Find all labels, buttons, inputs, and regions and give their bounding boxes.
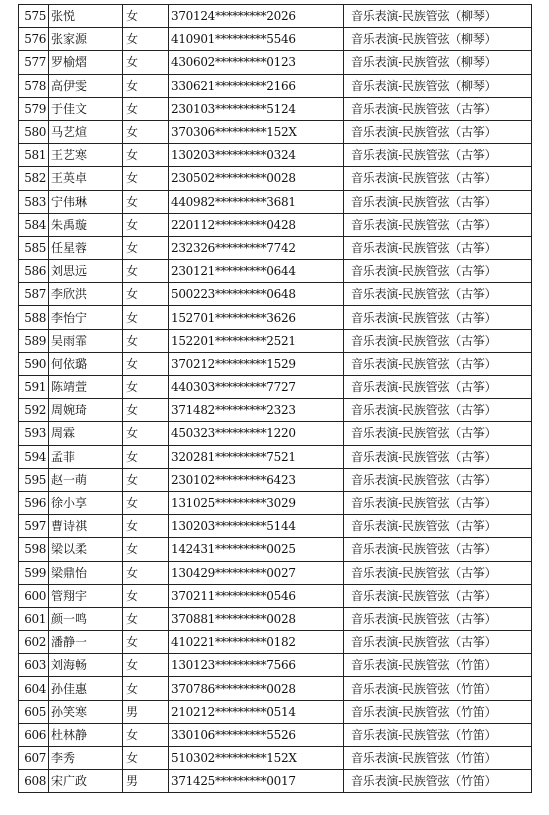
major-field: 音乐表演-民族管弦（古筝） (344, 561, 532, 584)
student-name: 李欣洪 (49, 283, 123, 306)
student-gender: 女 (123, 422, 169, 445)
major-field: 音乐表演-民族管弦（古筝） (344, 584, 532, 607)
roster-body (19, 5, 532, 793)
student-name: 高伊雯 (49, 74, 123, 97)
student-gender: 女 (123, 445, 169, 468)
id-number: 230103*********5124 (169, 97, 344, 120)
student-gender: 女 (123, 97, 169, 120)
student-gender: 女 (123, 260, 169, 283)
table-row (19, 538, 532, 561)
student-name: 朱禹璇 (49, 213, 123, 236)
row-number: 599 (19, 561, 49, 584)
student-name: 刘海畅 (49, 654, 123, 677)
student-gender: 女 (123, 747, 169, 770)
major-field: 音乐表演-民族管弦（古筝） (344, 190, 532, 213)
student-name: 宋广政 (49, 770, 123, 793)
student-name: 赵一萌 (49, 468, 123, 491)
major-field: 音乐表演-民族管弦（古筝） (344, 376, 532, 399)
table-row (19, 74, 532, 97)
table-row (19, 236, 532, 259)
student-gender: 女 (123, 723, 169, 746)
row-number: 603 (19, 654, 49, 677)
id-number: 430602*********0123 (169, 51, 344, 74)
row-number: 598 (19, 538, 49, 561)
id-number: 370124*********2026 (169, 5, 344, 28)
row-number: 575 (19, 5, 49, 28)
row-number: 607 (19, 747, 49, 770)
student-gender: 女 (123, 283, 169, 306)
row-number: 579 (19, 97, 49, 120)
row-number: 595 (19, 468, 49, 491)
id-number: 370306*********152X (169, 120, 344, 143)
table-row (19, 144, 532, 167)
row-number: 604 (19, 677, 49, 700)
major-field: 音乐表演-民族管弦（古筝） (344, 329, 532, 352)
student-name: 吴雨霏 (49, 329, 123, 352)
row-number: 586 (19, 260, 49, 283)
id-number: 370881*********0028 (169, 607, 344, 630)
major-field: 音乐表演-民族管弦（古筝） (344, 352, 532, 375)
major-field: 音乐表演-民族管弦（古筝） (344, 445, 532, 468)
id-number: 370211*********0546 (169, 584, 344, 607)
student-gender: 女 (123, 491, 169, 514)
major-field: 音乐表演-民族管弦（古筝） (344, 515, 532, 538)
id-number: 232326*********7742 (169, 236, 344, 259)
id-number: 230121*********0644 (169, 260, 344, 283)
table-row (19, 515, 532, 538)
student-gender: 女 (123, 376, 169, 399)
id-number: 371482*********2323 (169, 399, 344, 422)
major-field: 音乐表演-民族管弦（柳琴） (344, 28, 532, 51)
id-number: 130429*********0027 (169, 561, 344, 584)
major-field: 音乐表演-民族管弦（古筝） (344, 213, 532, 236)
student-name: 马艺煊 (49, 120, 123, 143)
table-row (19, 283, 532, 306)
major-field: 音乐表演-民族管弦（古筝） (344, 283, 532, 306)
id-number: 510302*********152X (169, 747, 344, 770)
major-field: 音乐表演-民族管弦（古筝） (344, 260, 532, 283)
row-number: 608 (19, 770, 49, 793)
roster-sheet (18, 4, 531, 793)
row-number: 600 (19, 584, 49, 607)
student-gender: 女 (123, 28, 169, 51)
id-number: 142431*********0025 (169, 538, 344, 561)
table-row (19, 352, 532, 375)
student-name: 于佳文 (49, 97, 123, 120)
student-gender: 男 (123, 770, 169, 793)
student-gender: 女 (123, 468, 169, 491)
student-gender: 女 (123, 607, 169, 630)
row-number: 589 (19, 329, 49, 352)
row-number: 597 (19, 515, 49, 538)
student-name: 何依璐 (49, 352, 123, 375)
id-number: 131025*********3029 (169, 491, 344, 514)
row-number: 592 (19, 399, 49, 422)
major-field: 音乐表演-民族管弦（古筝） (344, 144, 532, 167)
table-row (19, 97, 532, 120)
table-row (19, 399, 532, 422)
table-row (19, 677, 532, 700)
id-number: 330106*********5526 (169, 723, 344, 746)
student-gender: 女 (123, 654, 169, 677)
student-gender: 女 (123, 120, 169, 143)
row-number: 587 (19, 283, 49, 306)
student-gender: 男 (123, 700, 169, 723)
student-name: 管翔宇 (49, 584, 123, 607)
student-name: 颜一鸣 (49, 607, 123, 630)
table-row (19, 561, 532, 584)
id-number: 440303*********7727 (169, 376, 344, 399)
major-field: 音乐表演-民族管弦（柳琴） (344, 74, 532, 97)
student-name: 王英卓 (49, 167, 123, 190)
major-field: 音乐表演-民族管弦（古筝） (344, 399, 532, 422)
row-number: 594 (19, 445, 49, 468)
id-number: 371425*********0017 (169, 770, 344, 793)
student-name: 宁伟琳 (49, 190, 123, 213)
table-row (19, 306, 532, 329)
student-name: 梁以柔 (49, 538, 123, 561)
table-row (19, 584, 532, 607)
id-number: 450323*********1220 (169, 422, 344, 445)
row-number: 577 (19, 51, 49, 74)
id-number: 440982*********3681 (169, 190, 344, 213)
row-number: 576 (19, 28, 49, 51)
id-number: 370212*********1529 (169, 352, 344, 375)
student-gender: 女 (123, 677, 169, 700)
row-number: 588 (19, 306, 49, 329)
row-number: 581 (19, 144, 49, 167)
student-name: 周婉琦 (49, 399, 123, 422)
student-gender: 女 (123, 74, 169, 97)
id-number: 152701*********3626 (169, 306, 344, 329)
student-gender: 女 (123, 167, 169, 190)
major-field: 音乐表演-民族管弦（古筝） (344, 468, 532, 491)
student-name: 王艺寒 (49, 144, 123, 167)
major-field: 音乐表演-民族管弦（古筝） (344, 120, 532, 143)
student-name: 孟菲 (49, 445, 123, 468)
row-number: 606 (19, 723, 49, 746)
row-number: 601 (19, 607, 49, 630)
major-field: 音乐表演-民族管弦（竹笛） (344, 723, 532, 746)
student-name: 罗榆熠 (49, 51, 123, 74)
student-name: 张悦 (49, 5, 123, 28)
table-row (19, 190, 532, 213)
student-gender: 女 (123, 631, 169, 654)
major-field: 音乐表演-民族管弦（古筝） (344, 607, 532, 630)
major-field: 音乐表演-民族管弦（古筝） (344, 422, 532, 445)
student-gender: 女 (123, 352, 169, 375)
row-number: 578 (19, 74, 49, 97)
row-number: 602 (19, 631, 49, 654)
student-gender: 女 (123, 51, 169, 74)
id-number: 152201*********2521 (169, 329, 344, 352)
major-field: 音乐表演-民族管弦（古筝） (344, 236, 532, 259)
student-gender: 女 (123, 584, 169, 607)
table-row (19, 654, 532, 677)
major-field: 音乐表演-民族管弦（古筝） (344, 306, 532, 329)
table-row (19, 468, 532, 491)
table-row (19, 213, 532, 236)
major-field: 音乐表演-民族管弦（竹笛） (344, 700, 532, 723)
table-row (19, 700, 532, 723)
table-row (19, 723, 532, 746)
student-gender: 女 (123, 144, 169, 167)
student-name: 李怡宁 (49, 306, 123, 329)
student-name: 刘思远 (49, 260, 123, 283)
student-name: 孙笑寒 (49, 700, 123, 723)
id-number: 230502*********0028 (169, 167, 344, 190)
student-name: 李秀 (49, 747, 123, 770)
student-name: 张家源 (49, 28, 123, 51)
table-row (19, 607, 532, 630)
student-gender: 女 (123, 213, 169, 236)
student-gender: 女 (123, 5, 169, 28)
student-gender: 女 (123, 329, 169, 352)
row-number: 591 (19, 376, 49, 399)
major-field: 音乐表演-民族管弦（古筝） (344, 631, 532, 654)
major-field: 音乐表演-民族管弦（古筝） (344, 538, 532, 561)
major-field: 音乐表演-民族管弦（竹笛） (344, 677, 532, 700)
student-name: 孙佳惠 (49, 677, 123, 700)
student-name: 曹诗祺 (49, 515, 123, 538)
table-row (19, 5, 532, 28)
student-gender: 女 (123, 515, 169, 538)
table-row (19, 747, 532, 770)
row-number: 593 (19, 422, 49, 445)
major-field: 音乐表演-民族管弦（竹笛） (344, 747, 532, 770)
table-row (19, 491, 532, 514)
row-number: 590 (19, 352, 49, 375)
id-number: 130203*********0324 (169, 144, 344, 167)
id-number: 230102*********6423 (169, 468, 344, 491)
student-name: 徐小享 (49, 491, 123, 514)
table-row (19, 445, 532, 468)
major-field: 音乐表演-民族管弦（古筝） (344, 97, 532, 120)
row-number: 580 (19, 120, 49, 143)
row-number: 582 (19, 167, 49, 190)
major-field: 音乐表演-民族管弦（竹笛） (344, 654, 532, 677)
student-name: 周霖 (49, 422, 123, 445)
table-row (19, 329, 532, 352)
id-number: 410221*********0182 (169, 631, 344, 654)
major-field: 音乐表演-民族管弦（古筝） (344, 491, 532, 514)
id-number: 370786*********0028 (169, 677, 344, 700)
id-number: 320281*********7521 (169, 445, 344, 468)
table-row (19, 770, 532, 793)
row-number: 605 (19, 700, 49, 723)
student-gender: 女 (123, 538, 169, 561)
id-number: 130203*********5144 (169, 515, 344, 538)
major-field: 音乐表演-民族管弦（柳琴） (344, 5, 532, 28)
major-field: 音乐表演-民族管弦（竹笛） (344, 770, 532, 793)
major-field: 音乐表演-民族管弦（柳琴） (344, 51, 532, 74)
row-number: 584 (19, 213, 49, 236)
table-row (19, 167, 532, 190)
row-number: 583 (19, 190, 49, 213)
id-number: 500223*********0648 (169, 283, 344, 306)
student-gender: 女 (123, 561, 169, 584)
student-name: 任星蓉 (49, 236, 123, 259)
id-number: 130123*********7566 (169, 654, 344, 677)
table-row (19, 422, 532, 445)
student-gender: 女 (123, 399, 169, 422)
table-row (19, 631, 532, 654)
table-row (19, 51, 532, 74)
table-row (19, 260, 532, 283)
student-gender: 女 (123, 236, 169, 259)
row-number: 585 (19, 236, 49, 259)
row-number: 596 (19, 491, 49, 514)
id-number: 210212*********0514 (169, 700, 344, 723)
student-name: 梁鼎怡 (49, 561, 123, 584)
id-number: 220112*********0428 (169, 213, 344, 236)
id-number: 330621*********2166 (169, 74, 344, 97)
student-gender: 女 (123, 306, 169, 329)
student-name: 杜林静 (49, 723, 123, 746)
table-row (19, 376, 532, 399)
table-row (19, 120, 532, 143)
roster-table (18, 4, 532, 793)
id-number: 410901*********5546 (169, 28, 344, 51)
major-field: 音乐表演-民族管弦（古筝） (344, 167, 532, 190)
table-row (19, 28, 532, 51)
student-name: 陈靖萱 (49, 376, 123, 399)
student-name: 潘静一 (49, 631, 123, 654)
student-gender: 女 (123, 190, 169, 213)
